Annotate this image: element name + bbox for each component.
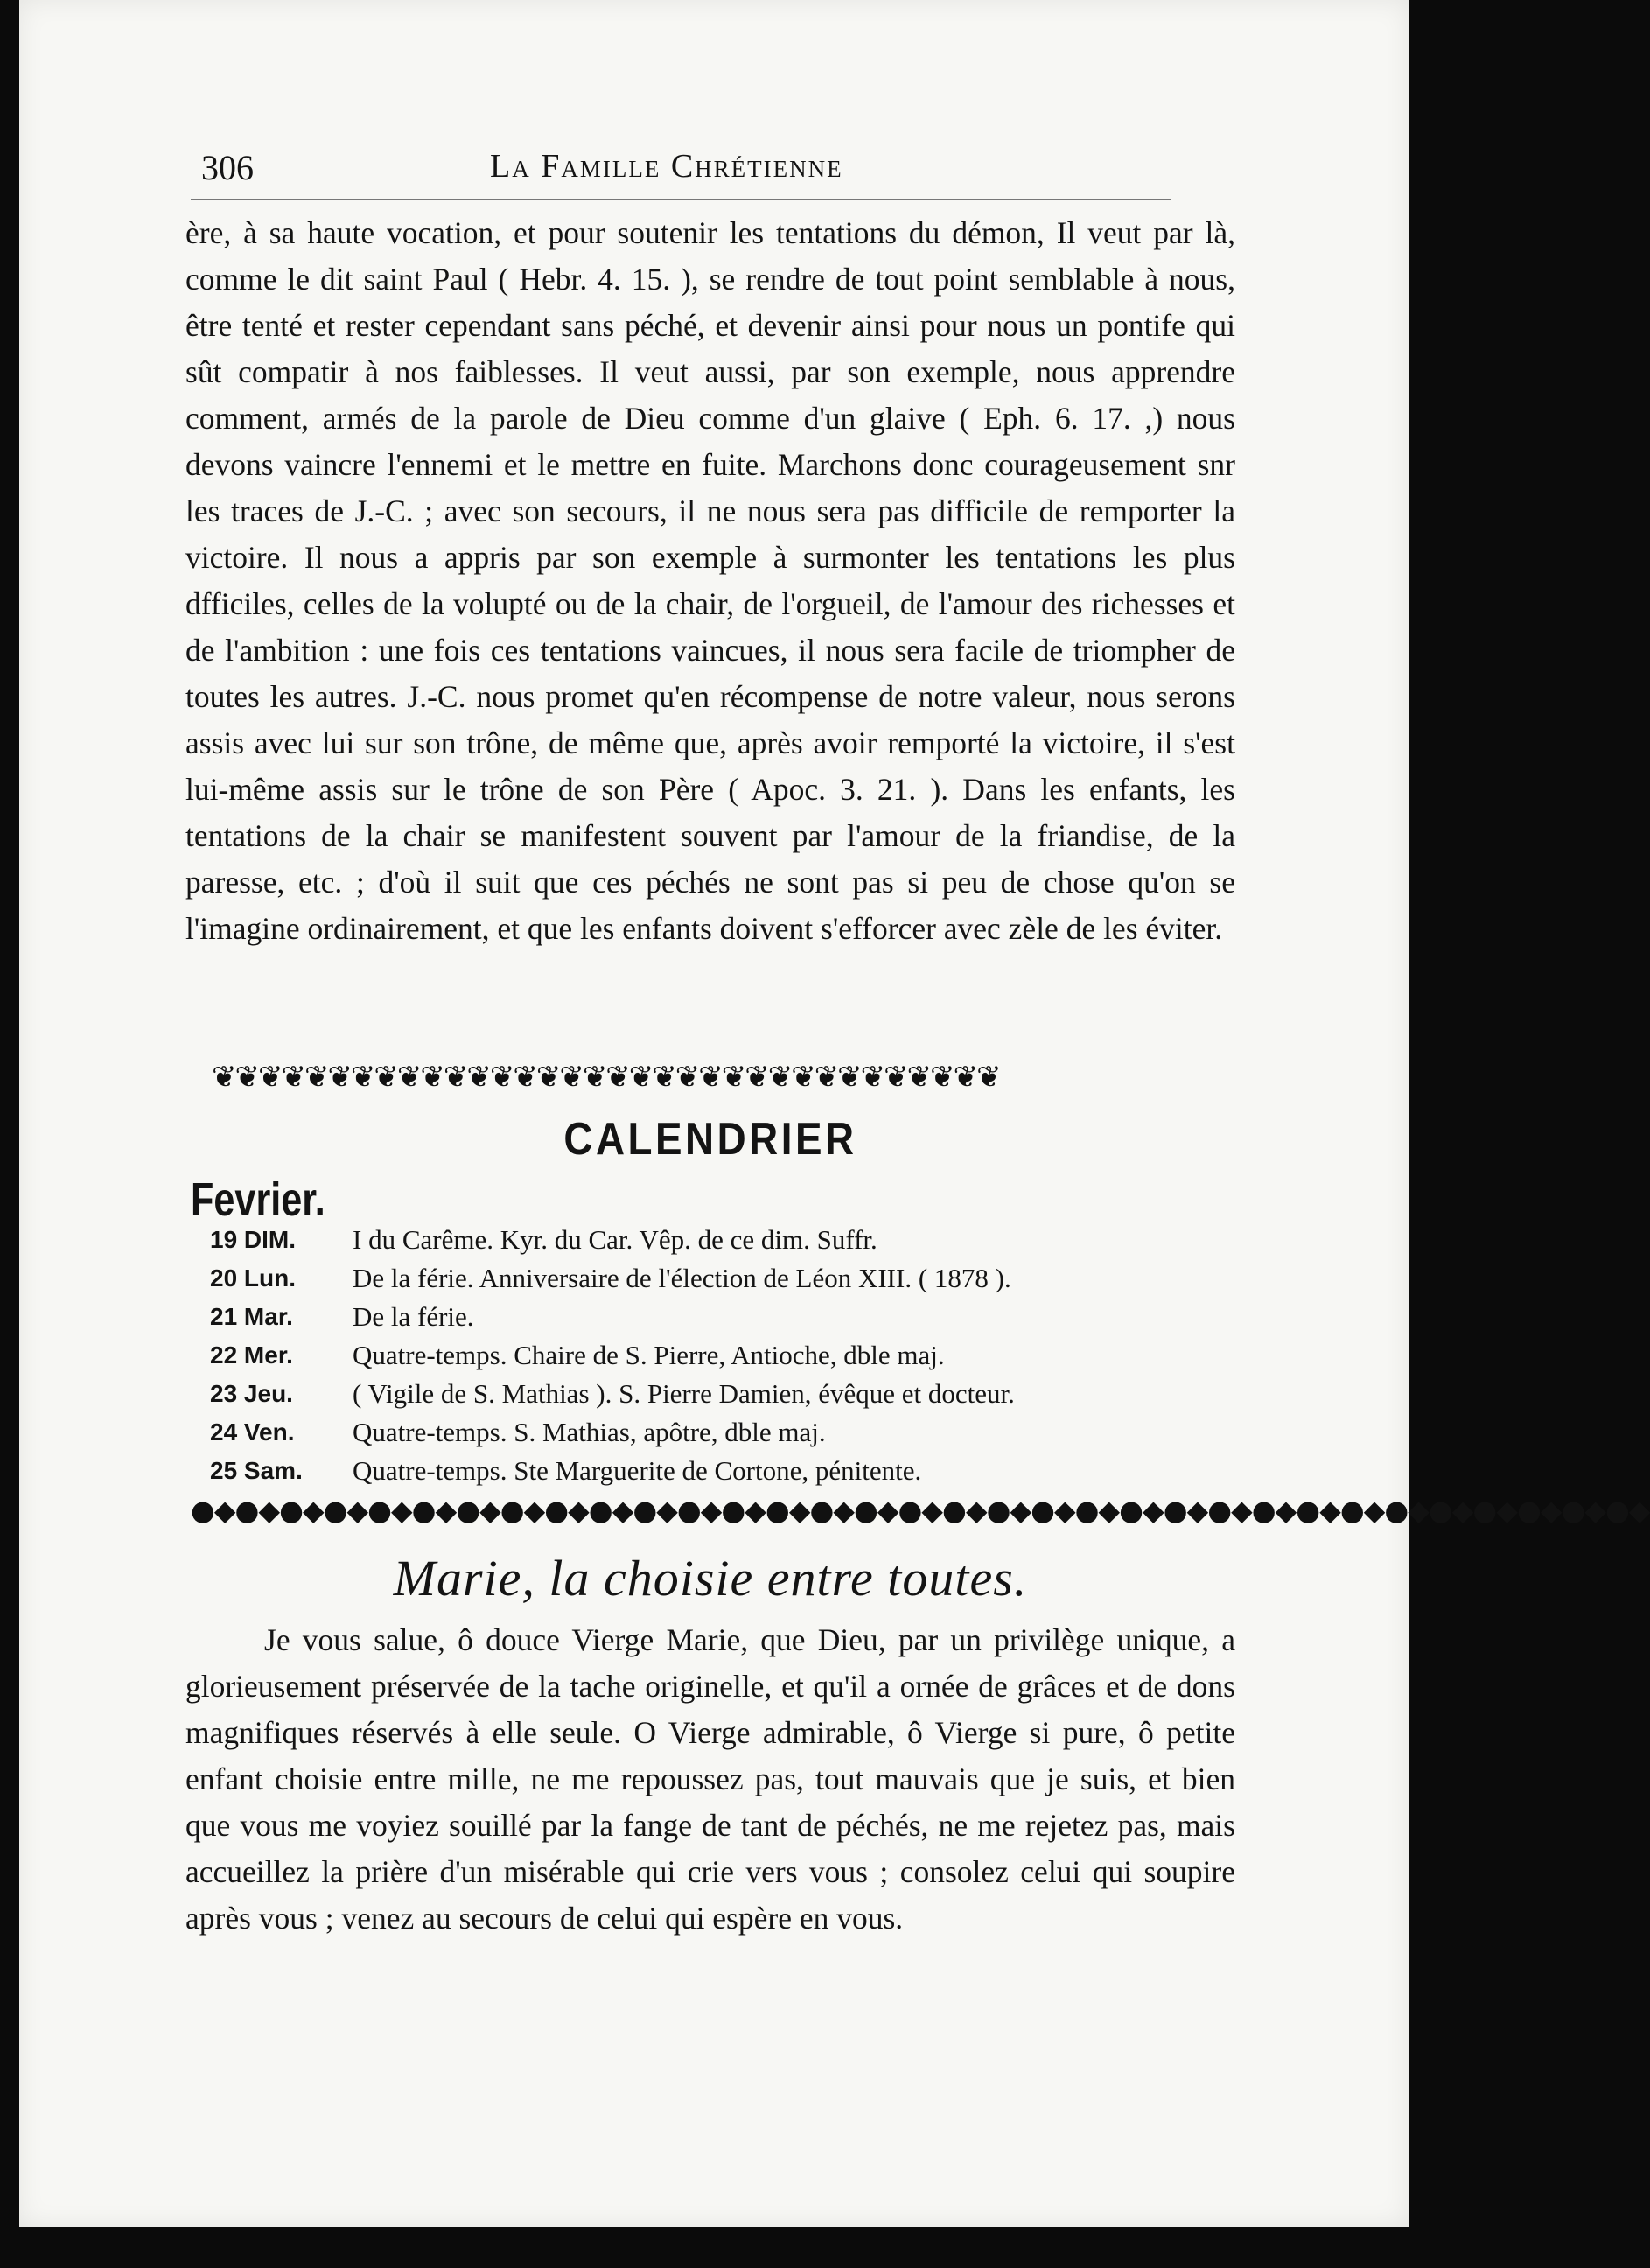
calendar-row xyxy=(210,1452,1242,1490)
prayer-paragraph: Je vous salue, ô douce Vierge Marie, que Dieu, par un privilège unique, a glorieusement préservée de la tache originelle, et qu'il a ornée de grâces et de dons magnifiques réservés à elle seule. O Vierge admirable, ô Vierge si pure, ô petite enfant choisie entre mille, ne me repoussez pas, tout mauvais que je suis, et bien que vous me voyiez souillé par la fange de tant de péchés, ne me rejetez pas, mais accueillez la prière d'un misérable qui crie vers vous ; consolez celui qui soupire après vous ; venez au secours de celui qui espère en vous. xyxy=(185,1622,1235,1936)
calendar-month: Fevrier. xyxy=(191,1173,325,1226)
calendar-row xyxy=(210,1375,1242,1413)
calendar-day: 24 Ven. xyxy=(210,1418,295,1446)
calendar-day: 19 DIM. xyxy=(210,1226,297,1253)
body-paragraph: ère, à sa haute vocation, et pour soutenir les tentations du démon, Il veut par là, comme le dit saint Paul ( Hebr. 4. 15. ), se rendre de tout point semblable à nous, être tenté et rester cependant sans péché, et devenir ainsi pour nous un pontife qui sût compatir à nos faiblesses. Il veut aussi, par son exemple, nous apprendre comment, armés de la parole de Dieu comme d'un glaive ( Eph. 6. 17. ,) nous devons vaincre l'ennemi et le mettre en fuite. Marchons donc courageusement snr les traces de J.-C. ; avec son secours, il ne nous sera pas difficile de remporter la victoire. Il nous a appris par son exemple à surmonter les tentations les plus dfficiles, celles de la volupté ou de la chair, de l'orgueil, de l'amour des richesses et de l'ambition : une fois ces tentations vaincues, il nous sera facile de triompher de toutes les autres. J.-C. nous promet qu'en récompense de notre valeur, nous serons assis avec lui sur son trône, de même que, après avoir remporté la victoire, il s'est lui-même assis sur le trône de son Père ( Apoc. 3. 21. ). Dans les enfants, les tentations de la chair se manifestent souvent par l'amour de la friandise, de la paresse, etc. ; d'où il suit que ces péchés ne sont pas si peu de chose qu'on se l'imagine ordinairement, et que les enfants doivent s'efforcer avec zèle de les éviter. xyxy=(185,215,1235,946)
calendar-row xyxy=(210,1221,1242,1259)
ornamental-border-top: ❦❦❦❦❦❦❦❦❦❦❦❦❦❦❦❦❦❦❦❦❦❦❦❦❦❦❦❦❦❦❦❦❦❦ xyxy=(212,1060,1000,1095)
calendar-office: Quatre-temps. Chaire de S. Pierre, Antioche, dble maj. xyxy=(353,1340,945,1370)
calendar-office: ( Vigile de S. Mathias ). S. Pierre Damien, évêque et docteur. xyxy=(353,1378,1015,1409)
header-rule xyxy=(191,199,1171,200)
calendar-day: 25 Sam. xyxy=(210,1457,303,1484)
prayer-text xyxy=(185,1617,1235,1942)
calendar-day: 23 Jeu. xyxy=(210,1380,293,1407)
calendar-row xyxy=(210,1336,1242,1375)
calendar-office: I du Carême. Kyr. du Car. Vêp. de ce dim. Suffr. xyxy=(353,1224,877,1255)
page-header xyxy=(191,147,1241,191)
running-head: La Famille Chrétienne xyxy=(490,148,843,185)
calendar-day: 21 Mar. xyxy=(210,1303,293,1330)
calendar-day: 22 Mer. xyxy=(210,1341,293,1368)
calendar-office: Quatre-temps. S. Mathias, apôtre, dble maj. xyxy=(353,1417,826,1447)
calendar-list xyxy=(210,1221,1242,1490)
calendar-office: De la férie. Anniversaire de l'élection de Léon XIII. ( 1878 ). xyxy=(353,1263,1011,1293)
calendar-office: De la férie. xyxy=(353,1301,474,1332)
page-number: 306 xyxy=(201,148,254,187)
calendar-office: Quatre-temps. Ste Marguerite de Cortone, pénitente. xyxy=(353,1455,922,1486)
calendar-title: CALENDRIER xyxy=(563,1114,857,1165)
calendar-row xyxy=(210,1413,1242,1452)
calendar-row xyxy=(210,1259,1242,1298)
ornamental-border-bottom: ●◆●◆●◆●◆●◆●◆●◆●◆●◆●◆●◆●◆●◆●◆●◆●◆●◆●◆●◆●◆●◆●◆●◆●◆●◆●◆●◆●◆●◆●◆●◆●◆●◆ xyxy=(191,1494,1650,1527)
prayer-title: Marie, la choisie entre toutes. xyxy=(393,1550,1028,1606)
calendar-row xyxy=(210,1298,1242,1336)
calendar-day: 20 Lun. xyxy=(210,1264,297,1292)
main-text xyxy=(185,210,1235,952)
